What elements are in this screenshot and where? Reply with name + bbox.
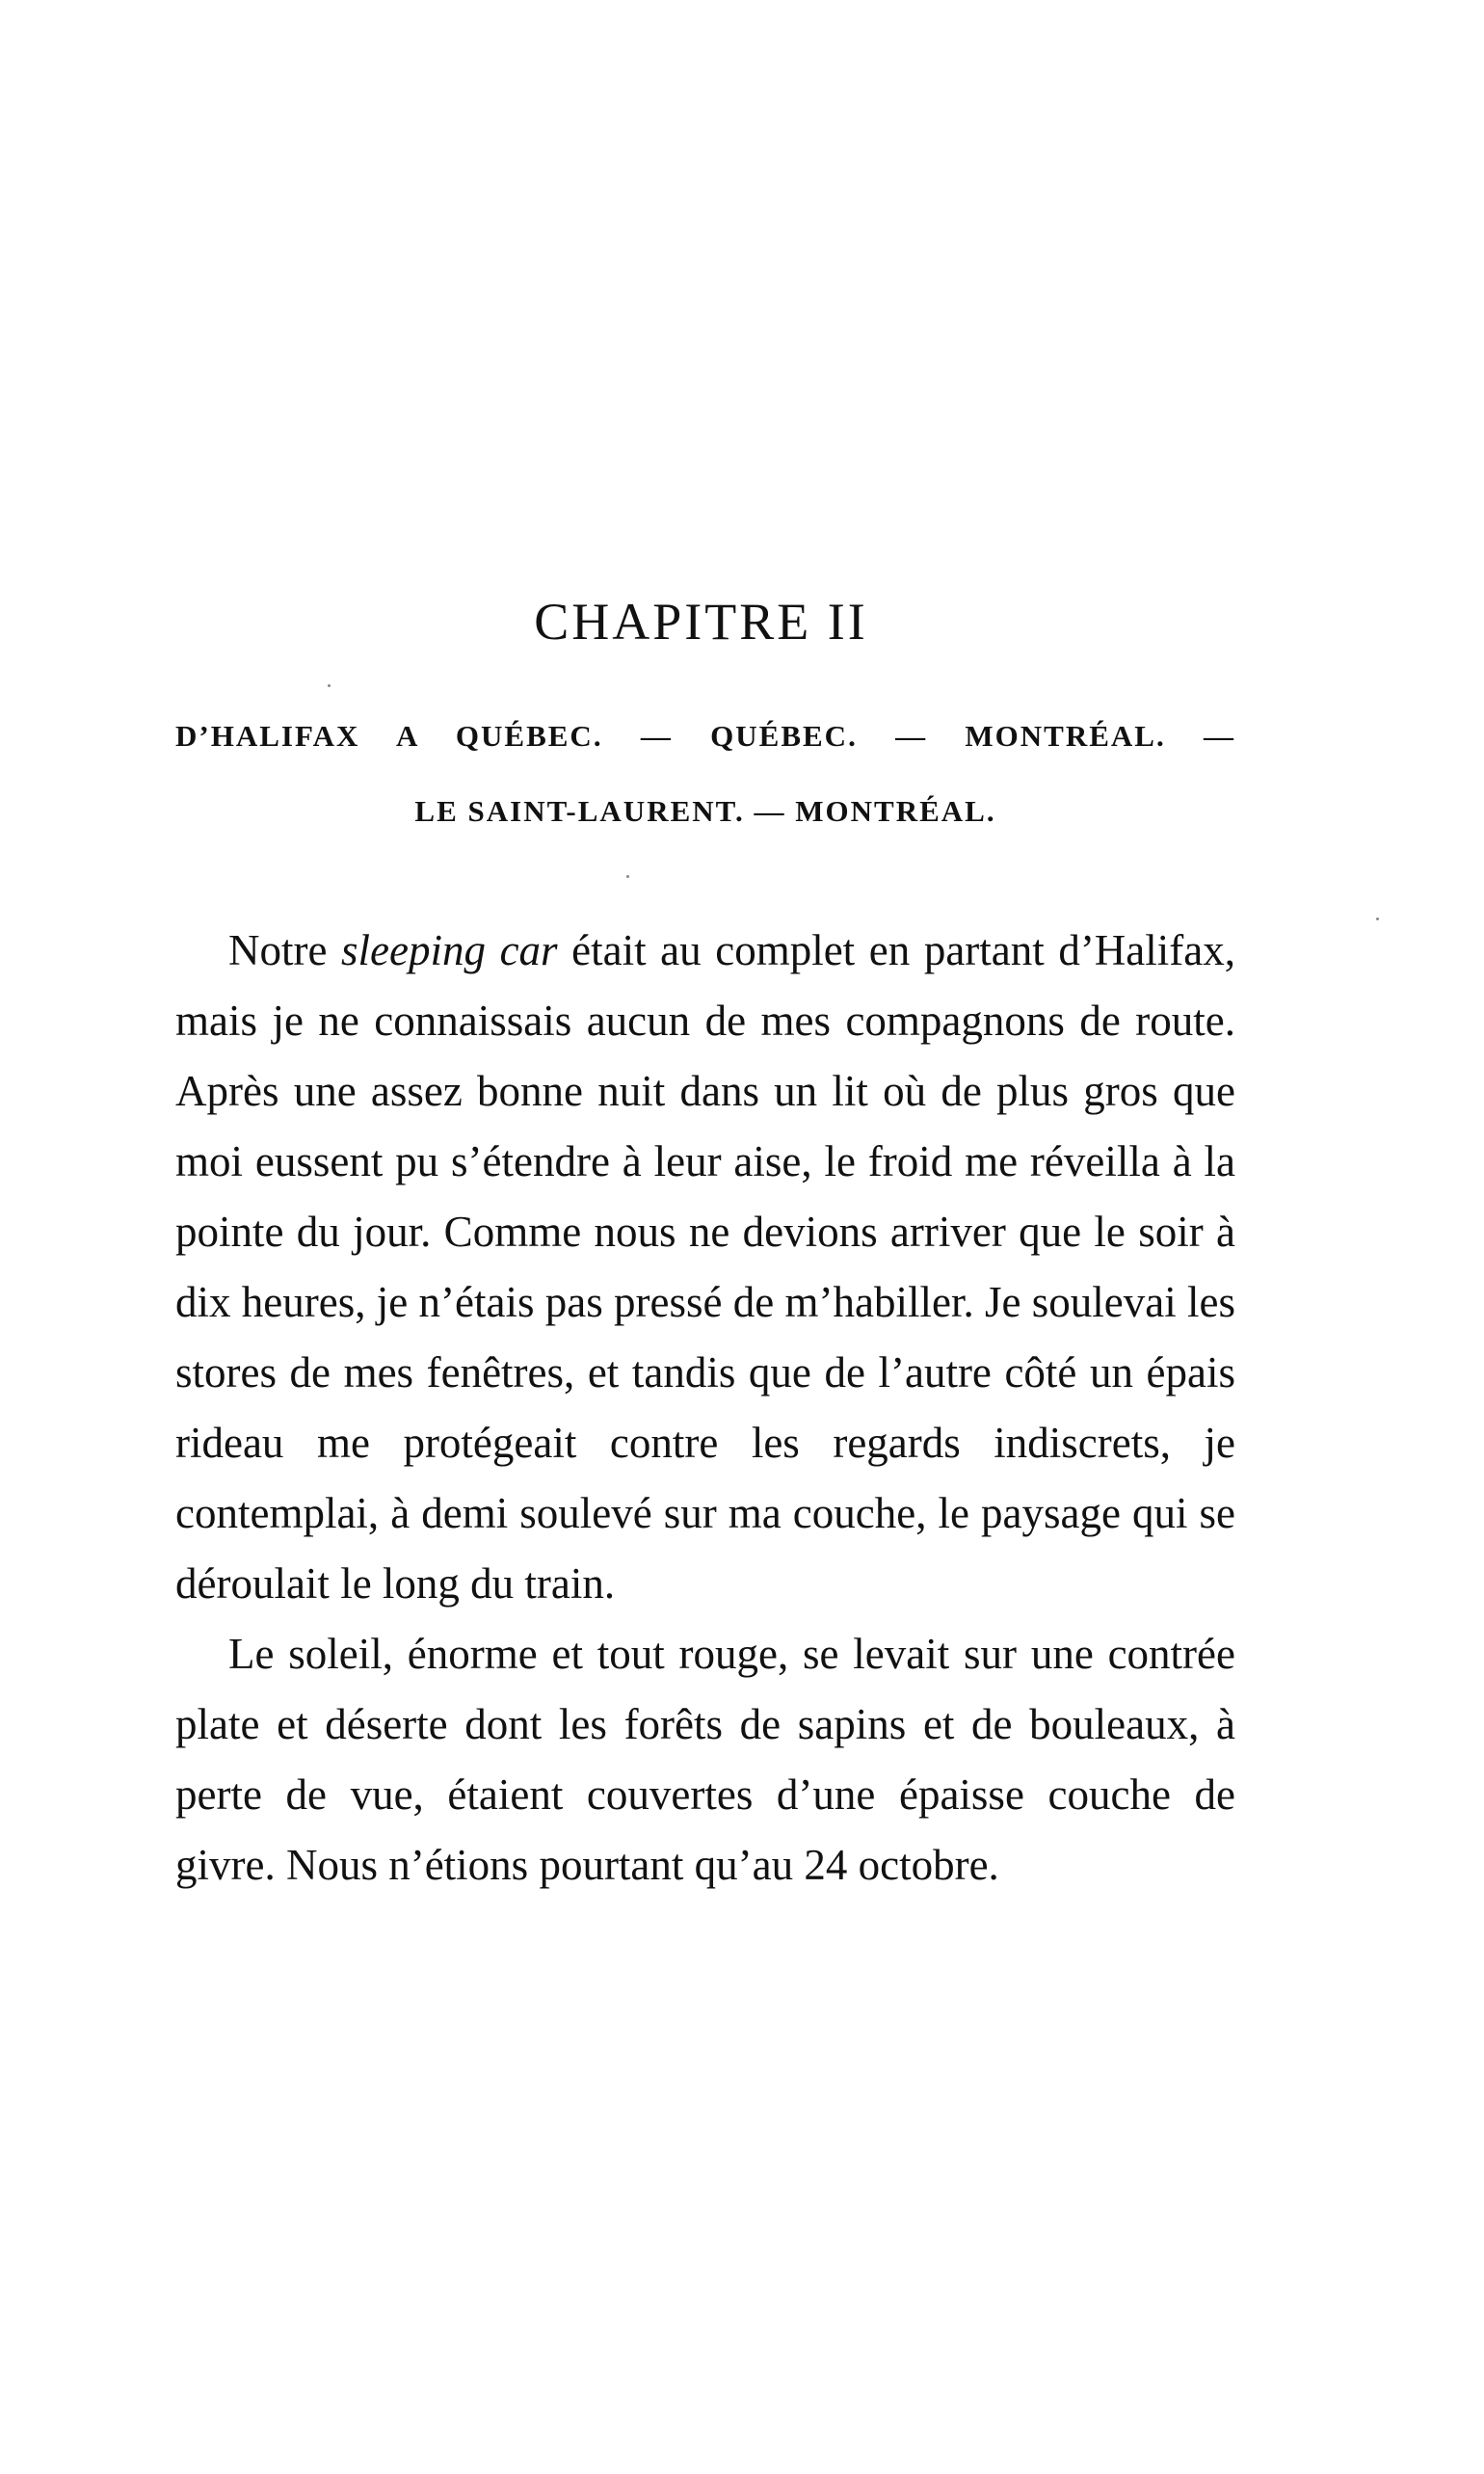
print-speck <box>328 684 331 687</box>
paragraph-1-text: était au complet en partant d’Halifax, mais je ne connaissais aucun de mes compagnons de route. Après une assez bonne nuit dans un lit où de plus gros que moi eussent pu s’étendre à leur aise, le froid me réveilla à la pointe du jour. Comme nous ne devions arriver que le soir à dix heures, je n’étais pas pressé de m’habiller. Je soulevai les stores de mes fenêtres, et tandis que de l’autre côté un épais rideau me protégeait contre les regards indiscrets, je contemplai, à demi soulevé sur ma couche, le paysage qui se déroulait le long du train. <box>175 926 1235 1608</box>
paragraph-1 <box>175 916 1235 1619</box>
paragraph-2: Le soleil, énorme et tout rouge, se levait sur une contrée plate et déserte dont les forêts de sapins et de bouleaux, à perte de vue, étaient couvertes d’une épaisse couche de givre. Nous n’étions pourtant qu’au 24 octobre. <box>175 1630 1235 1889</box>
body-text <box>175 916 1235 1901</box>
chapter-subtitle-line-2: LE SAINT-LAURENT. — MONTRÉAL. <box>414 794 996 828</box>
chapter-subtitle-line-1: D’HALIFAX A QUÉBEC. — QUÉBEC. — MONTRÉAL. — <box>175 719 1235 753</box>
print-speck <box>626 875 629 878</box>
paragraph-1-italic-phrase: sleeping car <box>341 926 558 974</box>
chapter-title: CHAPITRE II <box>534 593 868 651</box>
paragraph-1-intro: Notre <box>228 926 342 974</box>
print-speck <box>1376 918 1379 920</box>
